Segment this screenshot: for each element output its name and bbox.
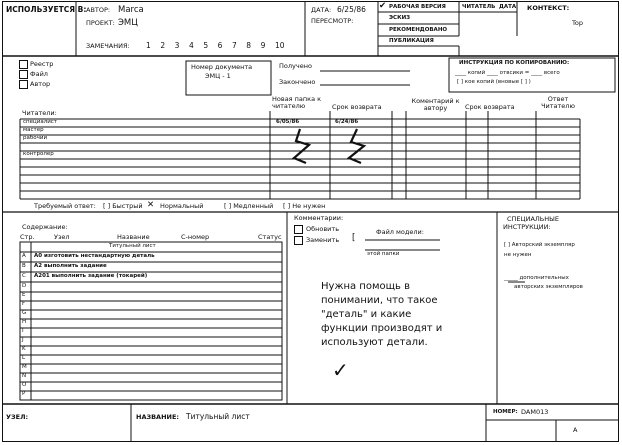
footer-number-label: НОМЕР: — [493, 409, 518, 415]
footer-node-label: УЗЕЛ: — [6, 413, 29, 421]
response-normal[interactable]: Нормальный — [160, 202, 204, 210]
received-label: Получено — [279, 62, 312, 70]
status-publication[interactable]: ПУБЛИКАЦИЯ — [389, 38, 434, 44]
contents-letter: O — [22, 382, 27, 388]
handwritten-line-1: Нужна помощь в — [321, 281, 410, 292]
status-draft[interactable]: ЭСКИЗ — [389, 15, 411, 21]
replace-checkbox[interactable] — [294, 236, 303, 245]
contents-letter: D — [22, 283, 27, 289]
return-date-2-label: Срок возврата — [465, 103, 515, 111]
special-item-2: _____ дополнительных — [504, 275, 569, 281]
footer-sheet-value: A — [573, 426, 578, 434]
context-label: КОНТЕКСТ: — [527, 4, 570, 12]
reader-label: ЧИТАТЕЛЬ — [462, 4, 496, 10]
special-item-1b: не нужен — [504, 252, 532, 258]
doc-number-value: ЭМЦ - 1 — [205, 72, 231, 80]
contents-header-status: Статус — [258, 233, 282, 241]
response-label: Требуемый ответ: — [34, 202, 96, 210]
response-slow[interactable]: [ ] Медленный — [224, 202, 274, 210]
date-return: 6/24/86 — [335, 119, 359, 125]
author-label: АВТОР: — [86, 6, 111, 14]
special-item-1[interactable]: [ ] Авторский экземпляр — [504, 242, 575, 248]
date-label: ДАТА: — [311, 6, 332, 14]
readers-label: Читатели: — [22, 109, 57, 117]
status-recommended[interactable]: РЕКОМЕНДОВАНО — [389, 27, 448, 33]
copy-instructions-title: ИНСТРУКЦИЯ ПО КОПИРОВАНИЮ: — [459, 60, 570, 66]
author-value: Marca — [118, 5, 144, 15]
response-fast[interactable]: [ ] Быстрый — [103, 202, 143, 210]
reader-row-4: контролер — [23, 151, 54, 157]
contents-item-1: A0 изготовить нестандартную деталь — [34, 253, 155, 259]
reader-row-2: мастер — [23, 127, 44, 133]
contents-letter: G — [22, 310, 27, 316]
new-folder-label: Новая папка к читателю — [272, 95, 322, 111]
contents-letter: J — [22, 337, 24, 343]
contents-letter: I — [22, 328, 24, 334]
special-item-2b: авторских экземпляров — [514, 284, 583, 290]
handwritten-line-4: функции производят и — [321, 323, 443, 334]
contents-item-3: A201 выполнить задание (токарей) — [34, 273, 148, 279]
date-value: 6/25/86 — [337, 5, 366, 14]
copy-line-2: [ ] кое копий (вновые [ ] ) — [457, 79, 531, 85]
footer-name-value: Титульный лист — [186, 412, 250, 421]
response-crossed-icon: ✕ — [147, 200, 155, 210]
contents-letter: P — [22, 391, 26, 397]
update-checkbox[interactable] — [294, 225, 303, 234]
author-checkbox[interactable] — [19, 80, 28, 89]
reply-label: Ответ Читателю — [541, 95, 575, 111]
notes-label: ЗАМЕЧАНИЯ: — [86, 42, 130, 50]
footer-number-value: DAM013 — [521, 408, 549, 416]
contents-letter: M — [22, 364, 27, 370]
handwritten-line-3: "деталь" и какие — [321, 309, 412, 320]
model-file-label: Файл модели: — [376, 228, 424, 236]
file-label: Файл — [30, 70, 48, 78]
contents-letter: N — [22, 373, 27, 379]
context-value: Top — [572, 19, 583, 27]
contents-letter: B — [22, 263, 26, 269]
author-option-label: Автор — [30, 80, 51, 88]
contents-letter: A — [22, 253, 26, 259]
replace-label: Заменить — [306, 236, 340, 244]
contents-letter: C — [22, 273, 26, 279]
registry-checkbox[interactable] — [19, 60, 28, 69]
contents-header-name: Название — [117, 233, 150, 241]
copy-line-1: ____ копий ____ отвсики = ____ всего — [455, 70, 560, 76]
contents-header-node: Узел — [54, 233, 70, 241]
used-in-label: ИСПОЛЬЗУЕТСЯ В: — [6, 5, 87, 14]
review-label: ПЕРЕСМОТР: — [311, 17, 354, 25]
doc-number-label: Номер документа — [191, 63, 253, 71]
contents-header-page: Стр. — [20, 233, 35, 241]
project-value: ЭМЦ — [118, 18, 138, 28]
update-label: Обновить — [306, 225, 340, 233]
bracket-mark: [ — [352, 233, 356, 243]
notes-numbers: 1 2 3 4 5 6 7 8 9 10 — [146, 41, 285, 50]
reader-date-label: ДАТА — [499, 4, 517, 10]
comments-title: Комментарии: — [294, 214, 344, 222]
reader-row-3: рабочий — [23, 135, 48, 141]
contents-letter: H — [22, 319, 27, 325]
handwritten-check-icon: ✓ — [332, 358, 349, 382]
contents-letter: F — [22, 301, 26, 307]
status-working[interactable]: РАБОЧАЯ ВЕРСИЯ — [389, 4, 446, 10]
comment-label: Коментарий к автору — [411, 97, 460, 113]
reader-row-1: специалист — [23, 119, 58, 125]
special-title-2: ИНСТРУКЦИИ: — [503, 223, 551, 231]
special-title-1: СПЕЦИАЛЬНЫЕ — [507, 215, 559, 223]
registry-label: Реестр — [30, 60, 54, 68]
contents-letter: K — [22, 346, 26, 352]
contents-first-row: Титульный лист — [109, 243, 156, 249]
file-checkbox[interactable] — [19, 70, 28, 79]
return-date-label: Срок возврата — [332, 103, 382, 111]
contents-title: Содержание: — [22, 223, 68, 231]
contents-item-2: A2 выполнить задание — [34, 263, 107, 269]
date-sent: 6/05/86 — [276, 119, 300, 125]
this-folder-label: этой папки — [367, 251, 400, 257]
project-label: ПРОЕКТ: — [86, 19, 115, 27]
response-none[interactable]: [ ] Не нужен — [283, 202, 326, 210]
contents-letter: E — [22, 292, 26, 298]
status-check-icon: ✔ — [379, 1, 387, 11]
handwritten-line-2: понимании, что такое — [321, 295, 438, 306]
completed-label: Закончено — [279, 78, 316, 86]
footer-name-label: НАЗВАНИЕ: — [136, 413, 179, 421]
contents-letter: L — [22, 355, 26, 361]
contents-header-cnumber: С-номер — [181, 233, 210, 241]
handwritten-line-5: используют детали. — [321, 337, 428, 348]
